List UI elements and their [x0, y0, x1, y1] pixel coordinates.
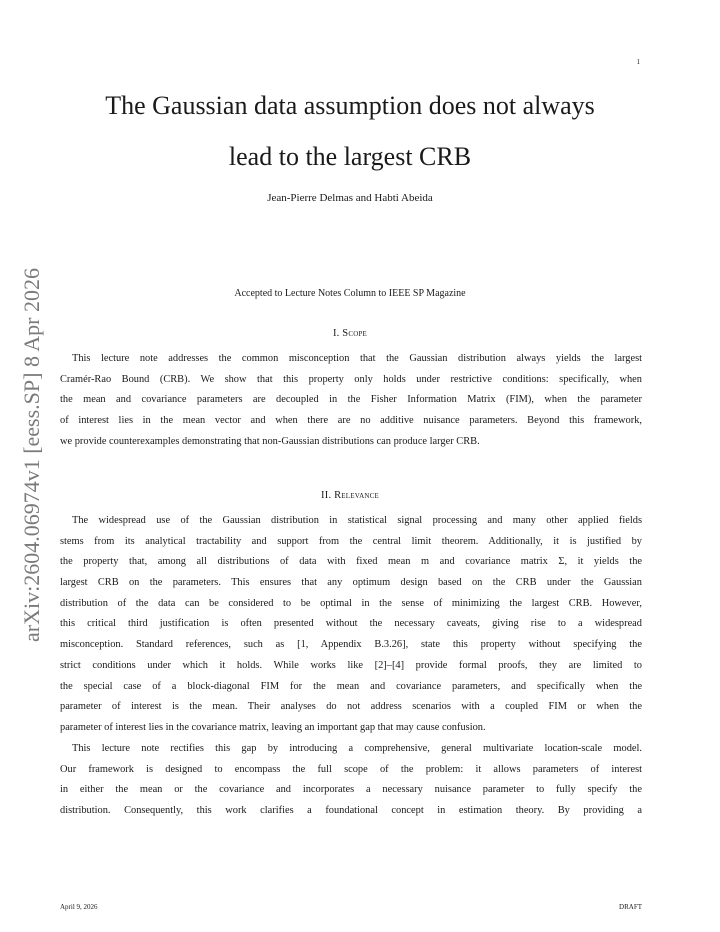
text-line: stems from its analytical tractability and support from the central limit theorem. Additionally, it is justified by: [60, 535, 642, 547]
author-list: Jean-Pierre Delmas and Habti Abeida: [267, 192, 433, 204]
text-line: parameter of interest is the mean. Their analyses do not address scenarios with a coupled FIM or when the: [60, 701, 642, 713]
scope-paragraph: [60, 349, 642, 452]
text-line: distribution of the data can be considered to be optimal in the sense of minimizing the largest CRB. However,: [60, 597, 642, 609]
text-line: Our framework is designed to encompass the full scope of the problem: it allows parameters of interest: [60, 763, 642, 775]
arxiv-identifier-stamp: arXiv:2604.06974v1 [eess.SP] 8 Apr 2026: [19, 268, 44, 642]
relevance-paragraph-1: [60, 511, 642, 739]
text-line: This lecture note addresses the common misconception that the Gaussian distribution always yields the largest: [72, 353, 642, 364]
footer-status: DRAFT: [619, 903, 642, 911]
text-line: in either the mean or the covariance and incorporates a necessary nuisance parameter to fully specify the: [60, 784, 642, 796]
text-line: parameter of interest lies in the covariance matrix, leaving an important gap that may cause confusion.: [60, 721, 486, 733]
section-heading-relevance: II. Relevance: [321, 490, 379, 501]
text-line: strict conditions under which it holds. While works like [2]–[4] provide formal proofs, they are limited to: [60, 659, 642, 671]
footer-date: April 9, 2026: [60, 903, 98, 911]
text-line: distribution. Consequently, this work clarifies a foundational concept in estimation theory. By providing a: [60, 805, 642, 817]
text-line: The widespread use of the Gaussian distribution in statistical signal processing and many other applied fields: [72, 515, 642, 526]
text-line: This lecture note rectifies this gap by introducing a comprehensive, general multivariate location-scale model.: [72, 743, 642, 754]
text-line: of interest lies in the mean vector and when there are no additive nuisance parameters. Beyond this framework,: [60, 415, 642, 427]
venue-note: Accepted to Lecture Notes Column to IEEE SP Magazine: [234, 288, 466, 299]
text-line: largest CRB on the parameters. This ensures that any optimum design based on the CRB under the Gaussian: [60, 577, 642, 589]
text-line: this critical third justification is often presented without the necessary caveats, giving rise to a widespread: [60, 618, 642, 630]
text-line: the mean and covariance parameters are decoupled in the Fisher Information Matrix (FIM), when the parameter: [60, 394, 642, 406]
text-line: the property that, among all distributions of data with fixed mean m and covariance matrix Σ, it yields the: [60, 556, 642, 568]
text-line: misconception. Standard references, such as [1, Appendix B.3.26], state this property without specifying the: [60, 639, 642, 651]
text-line: we provide counterexamples demonstrating that non-Gaussian distributions can produce larger CRB.: [60, 435, 480, 447]
paper-title-line-2: lead to the largest CRB: [228, 142, 472, 171]
paper-title-line-1: The Gaussian data assumption does not always: [105, 91, 595, 120]
section-heading-scope: I. Scope: [332, 328, 368, 339]
text-line: Cramér-Rao Bound (CRB). We show that this property only holds under restrictive conditions: specifically, when: [60, 373, 642, 385]
text-line: the special case of a block-diagonal FIM for the mean and covariance parameters, and specifically when the: [60, 680, 642, 692]
relevance-paragraph-2: [60, 739, 642, 822]
page-number: 1: [636, 58, 640, 66]
